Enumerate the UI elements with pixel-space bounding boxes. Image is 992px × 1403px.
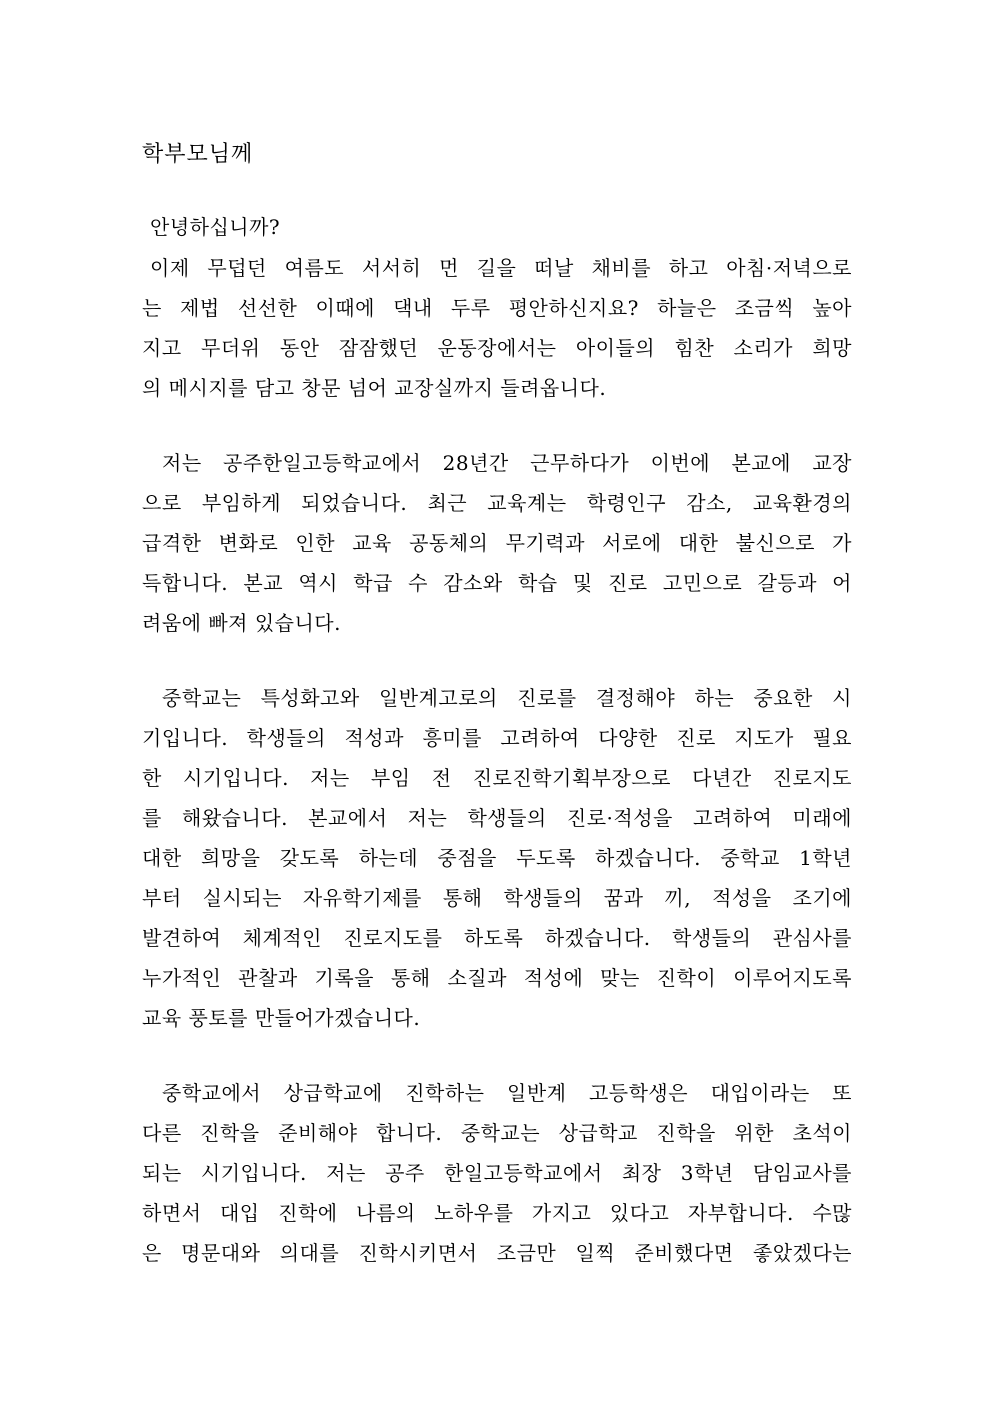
paragraph-3-line-8: 누가적인 관찰과 기록을 통해 소질과 적성에 맞는 진학이 이루어지도록 bbox=[142, 966, 852, 990]
paragraph-3-line-3: 한 시기입니다. 저는 부임 전 진로진학기획부장으로 다년간 진로지도 bbox=[142, 766, 852, 790]
paragraph-2-line-4: 득합니다. 본교 역시 학급 수 감소와 학습 및 진로 고민으로 갈등과 어 bbox=[142, 571, 852, 595]
paragraph-1-line-2: 는 제법 선선한 이때에 댁내 두루 평안하신지요? 하늘은 조금씩 높아 bbox=[142, 296, 852, 320]
paragraph-1-line-4: 의 메시지를 담고 창문 넘어 교장실까지 들려옵니다. bbox=[142, 376, 607, 400]
paragraph-1-line-1: 이제 무덥던 여름도 서서히 먼 길을 떠날 채비를 하고 아침·저녁으로 bbox=[150, 256, 852, 280]
paragraph-3-line-6: 부터 실시되는 자유학기제를 통해 학생들의 꿈과 끼, 적성을 조기에 bbox=[142, 886, 852, 910]
paragraph-4-line-2: 다른 진학을 준비해야 합니다. 중학교는 상급학교 진학을 위한 초석이 bbox=[142, 1121, 852, 1145]
paragraph-4-line-4: 하면서 대입 진학에 나름의 노하우를 가지고 있다고 자부합니다. 수많 bbox=[142, 1201, 852, 1225]
paragraph-2-line-2: 으로 부임하게 되었습니다. 최근 교육계는 학령인구 감소, 교육환경의 bbox=[142, 491, 852, 515]
paragraph-2-line-3: 급격한 변화로 인한 교육 공동체의 무기력과 서로에 대한 불신으로 가 bbox=[142, 531, 852, 555]
paragraph-3-line-4: 를 해왔습니다. 본교에서 저는 학생들의 진로·적성을 고려하여 미래에 bbox=[142, 806, 852, 830]
paragraph-4-line-3: 되는 시기입니다. 저는 공주 한일고등학교에서 최장 3학년 담임교사를 bbox=[142, 1161, 852, 1185]
paragraph-2-line-1: 저는 공주한일고등학교에서 28년간 근무하다가 이번에 본교에 교장 bbox=[162, 451, 852, 475]
paragraph-3-line-2: 기입니다. 학생들의 적성과 흥미를 고려하여 다양한 진로 지도가 필요 bbox=[142, 726, 852, 750]
paragraph-2-line-5: 려움에 빠져 있습니다. bbox=[142, 611, 341, 635]
paragraph-3-line-9: 교육 풍토를 만들어가겠습니다. bbox=[142, 1006, 421, 1030]
paragraph-1-line-3: 지고 무더위 동안 잠잠했던 운동장에서는 아이들의 힘찬 소리가 희망 bbox=[142, 336, 852, 360]
greeting-line: 안녕하십니까? bbox=[150, 215, 281, 239]
letter-salutation: 학부모님께 bbox=[142, 142, 254, 167]
paragraph-3-line-7: 발견하여 체계적인 진로지도를 하도록 하겠습니다. 학생들의 관심사를 bbox=[142, 926, 853, 950]
paragraph-3-line-5: 대한 희망을 갖도록 하는데 중점을 두도록 하겠습니다. 중학교 1학년 bbox=[142, 846, 852, 870]
paragraph-4-line-1: 중학교에서 상급학교에 진학하는 일반계 고등학생은 대입이라는 또 bbox=[162, 1081, 852, 1105]
paragraph-3-line-1: 중학교는 특성화고와 일반계고로의 진로를 결정해야 하는 중요한 시 bbox=[162, 686, 852, 710]
paragraph-4-line-5: 은 명문대와 의대를 진학시키면서 조금만 일찍 준비했다면 좋았겠다는 bbox=[142, 1241, 852, 1265]
